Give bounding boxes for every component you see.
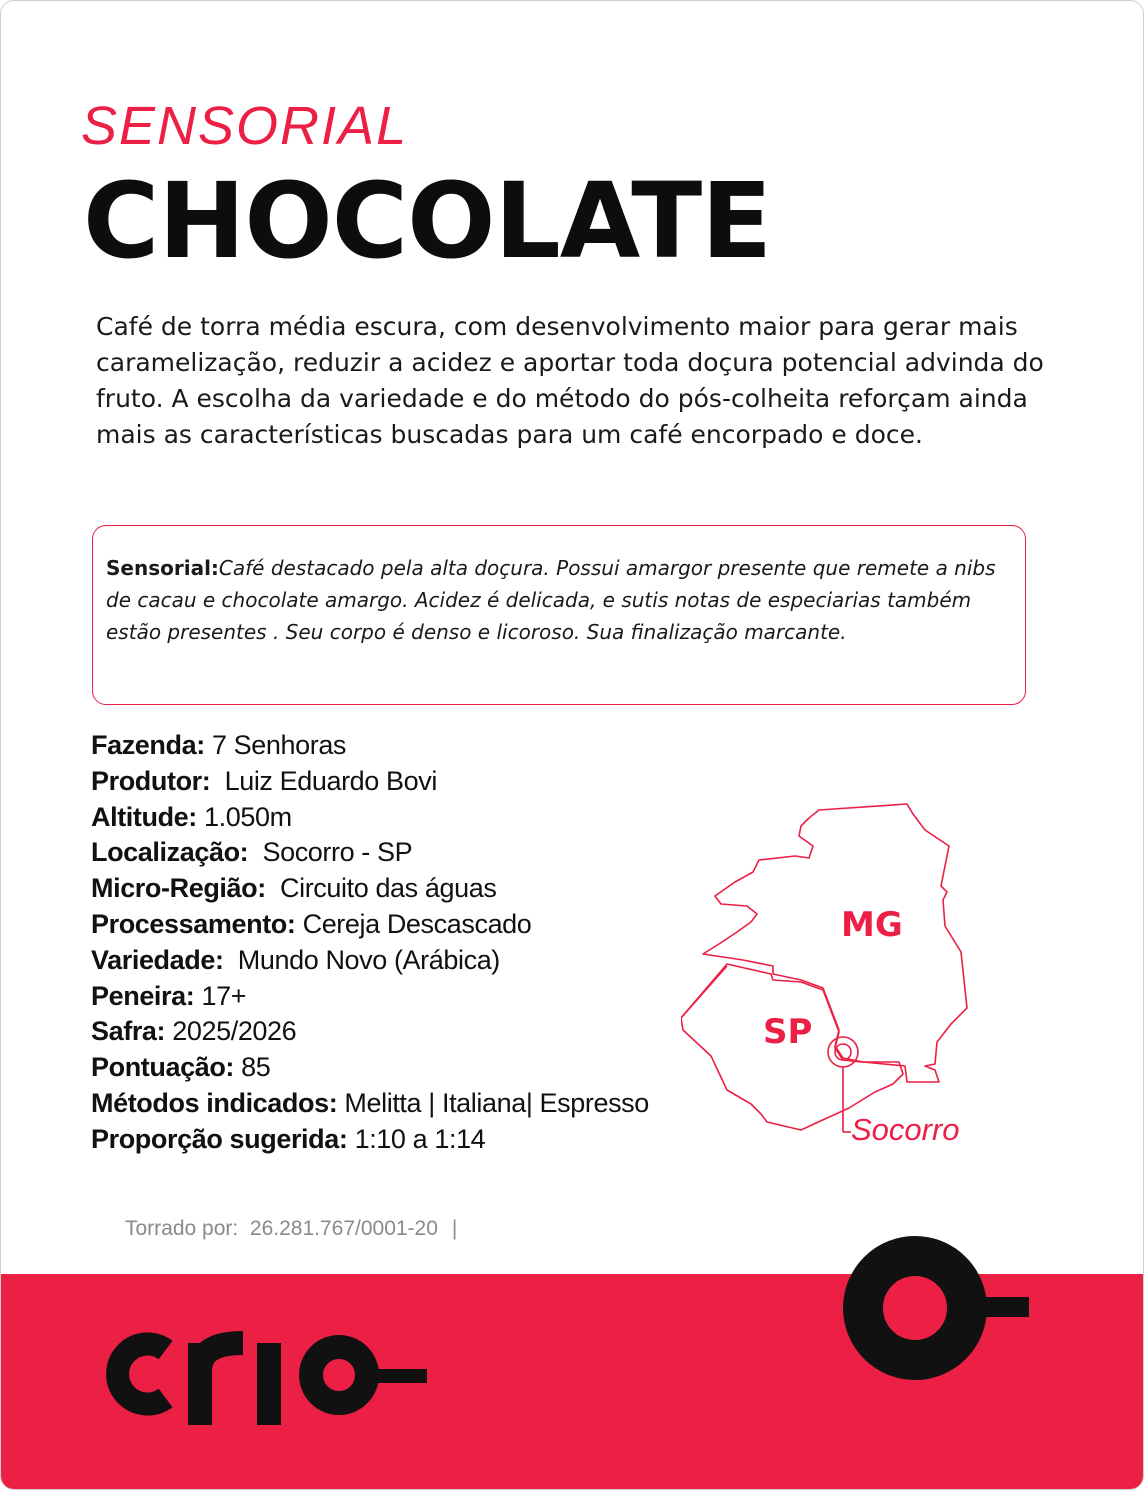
mg-label: MG <box>841 905 903 945</box>
product-description: Café de torra média escura, com desenvolvimento maior para gerar mais caramelização, reduzir a acidez e aportar toda doçura potencial advinda do fruto. A escolha da variedade e do método do pós-colheita reforçam ainda mais as características buscadas para um café encorpado e doce. <box>96 312 1044 449</box>
spec-label: Produtor: <box>91 765 211 796</box>
product-title: CHOCOLATE <box>83 160 772 282</box>
spec-label: Altitude: <box>91 801 197 832</box>
spec-label: Peneira: <box>91 980 195 1011</box>
spec-label: Localização: <box>91 837 249 868</box>
spec-value: Cereja Descascado <box>302 908 532 939</box>
crio-logo <box>85 1319 429 1429</box>
spec-label: Micro-Região: <box>91 873 266 904</box>
sensory-notes-box <box>92 525 1026 705</box>
sp-mg-border <box>681 966 727 1018</box>
spec-location <box>91 835 649 871</box>
spec-label: Safra: <box>91 1016 166 1047</box>
spec-value: 2025/2026 <box>172 1016 297 1047</box>
spec-altitude <box>91 800 649 836</box>
spec-value: 1.050m <box>204 801 292 832</box>
roaster-label: Torrado por: <box>125 1217 239 1240</box>
roaster-separator: | <box>451 1217 458 1240</box>
roaster-cnpj: 26.281.767/0001-20 <box>249 1217 438 1240</box>
spec-farm <box>91 728 649 764</box>
spec-score <box>91 1050 649 1086</box>
spec-label: Processamento: <box>91 908 296 939</box>
spec-producer <box>91 764 649 800</box>
sp-label: SP <box>763 1012 813 1052</box>
spec-screen-size <box>91 979 649 1015</box>
spec-value: Mundo Novo (Arábica) <box>237 944 500 975</box>
spec-ratio <box>91 1122 649 1158</box>
spec-value: Socorro - SP <box>262 837 413 868</box>
spec-value: Luiz Eduardo Bovi <box>224 765 437 796</box>
spec-value: 17+ <box>201 980 247 1011</box>
socorro-label: Socorro <box>851 1112 960 1147</box>
sensory-notes <box>106 552 1011 648</box>
spec-value: 7 Senhoras <box>211 730 347 760</box>
category-subtitle: SENSORIAL <box>81 96 409 156</box>
spec-value: 1:10 a 1:14 <box>354 1123 486 1154</box>
spec-label: Pontuação: <box>91 1052 235 1083</box>
spec-value: Melitta | Italiana| Espresso <box>344 1087 649 1118</box>
spec-variety <box>91 943 649 979</box>
origin-map <box>681 796 1001 1156</box>
spec-microregion <box>91 871 649 907</box>
spec-label: Proporção sugerida: <box>91 1123 348 1154</box>
sensory-label: Sensorial: <box>106 556 219 580</box>
socorro-marker-outer <box>828 1037 858 1067</box>
crio-o-mark <box>843 1233 1033 1383</box>
spec-label: Fazenda: <box>91 730 205 760</box>
mg-state-outline <box>703 804 967 1082</box>
spec-brew-methods <box>91 1086 649 1122</box>
spec-label: Variedade: <box>91 944 224 975</box>
spec-harvest <box>91 1014 649 1050</box>
spec-value: 85 <box>241 1052 271 1083</box>
sensory-description: Café destacado pela alta doçura. Possui amargor presente que remete a nibs de cacau e chocolate amargo. Acidez é delicada, e sutis notas de especiarias também estão presentes . Seu corpo é denso e licoroso. Sua finalização marcante. <box>106 556 996 644</box>
spec-label: Métodos indicados: <box>91 1087 338 1118</box>
spec-processing <box>91 907 649 943</box>
specs-list <box>91 728 649 1158</box>
spec-value: Circuito das águas <box>280 873 497 904</box>
roaster-info <box>125 1217 457 1241</box>
